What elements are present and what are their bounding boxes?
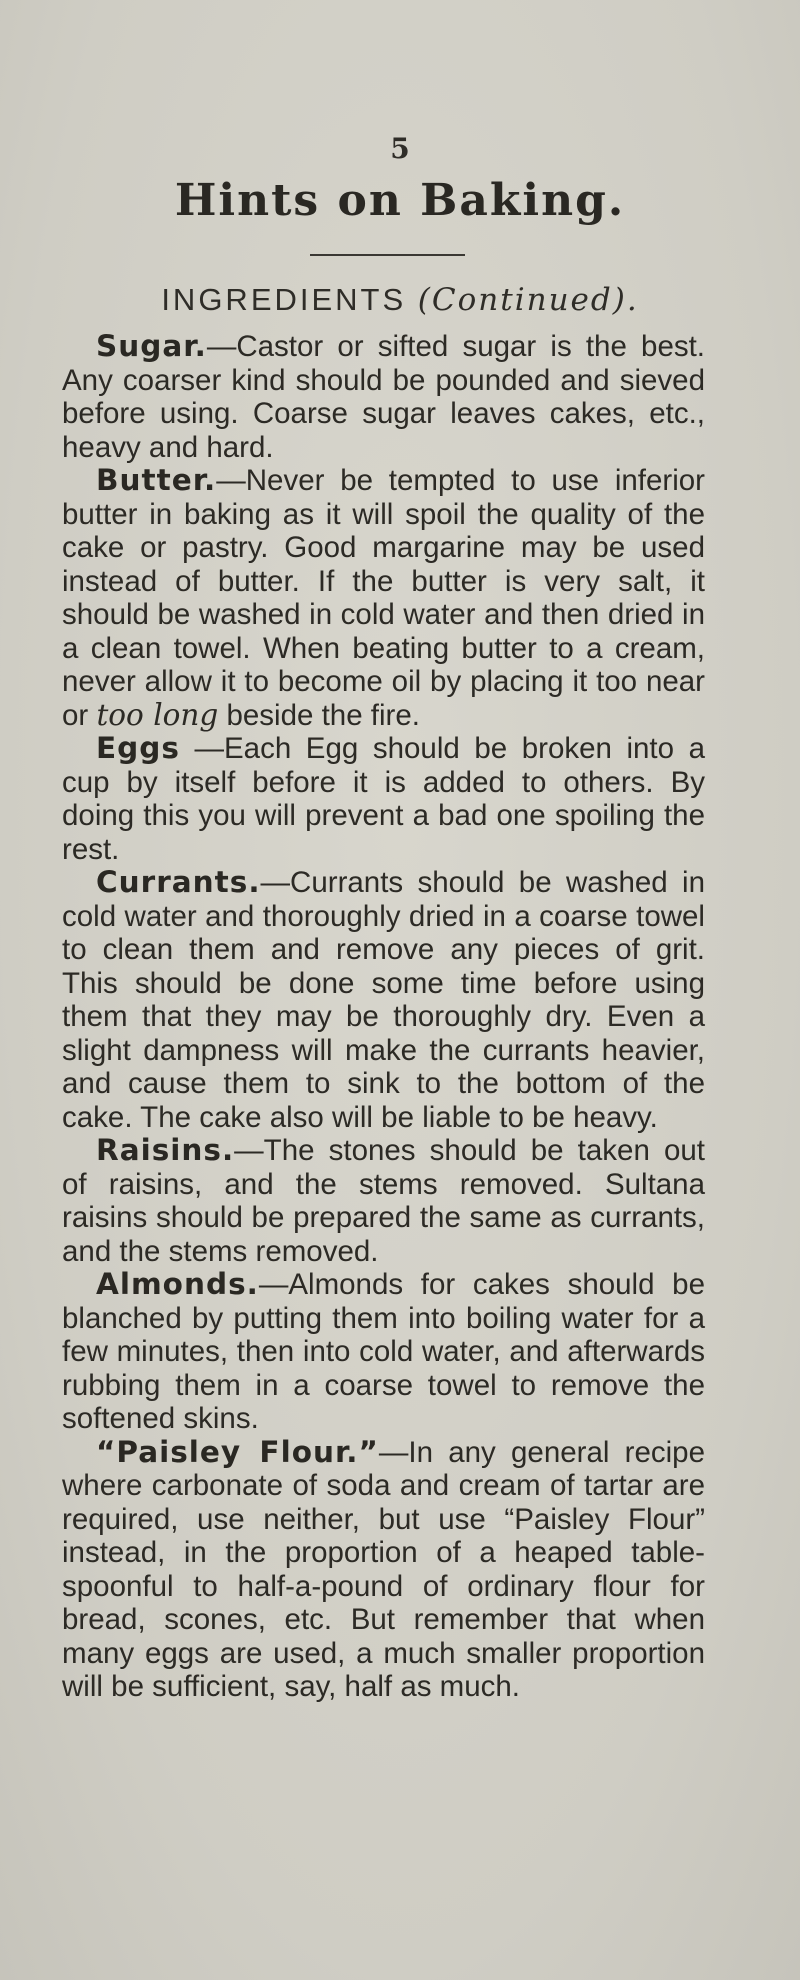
paragraph-raisins	[62, 1134, 705, 1268]
term-eggs: Eggs	[96, 731, 180, 765]
paragraph-text: —In any general recipe where carbonate of soda and cream of tartar are required, use neither, but use “Paisley Flour” instead, in the proportion of a heaped table-spoonful to half-a-pound of ordinary flour for bread, scones, etc. But remember that when many eggs are used, a much smaller proportion will be sufficient, say, half as much.	[62, 1435, 705, 1703]
emphasis-text: too long	[96, 697, 219, 732]
body-text	[62, 330, 705, 1704]
paragraph-text: —Currants should be washed in cold water and thoroughly dried in a coarse towel to clean them and remove any pieces of grit. This should be done some time before using them that they may be thoroughly dry. Even a slight dampness will make the currants heavier, and cause them to sink to the bottom of the cake. The cake also will be liable to be heavy.	[62, 866, 705, 1134]
term-butter: Butter.	[96, 463, 217, 497]
paragraph-butter	[62, 464, 705, 732]
section-heading	[0, 282, 800, 318]
paragraph-eggs	[62, 732, 705, 866]
paragraph-text: —Almonds for cakes should be blanched by putting them into boiling water for a few minutes, then into cold water, and afterwards rubbing them in a coarse towel to remove the softened skins.	[62, 1268, 705, 1435]
term-almonds: Almonds.	[96, 1267, 259, 1301]
paragraph-almonds	[62, 1268, 705, 1436]
paragraph-text: —Never be tempted to use inferior butter in baking as it will spoil the quality of the cake or pastry. Good margarine may be used instead of butter. If the butter is very salt, it should be washed in cold water and then dried in a clean towel. When beating butter to a cream, never allow it to become oil by placing it too near or	[62, 464, 705, 732]
paragraph-text: —Castor or sifted sugar is the best. Any coarser kind should be pounded and sieved before using. Coarse sugar leaves cakes, etc., heavy and hard.	[62, 330, 705, 464]
term-sugar: Sugar.	[96, 329, 207, 363]
section-heading-main: INGREDIENTS	[161, 282, 407, 317]
paragraph-text: —The stones should be taken out of raisins, and the stems removed. Sultana raisins should be prepared the same as currants, and the stems removed.	[62, 1134, 705, 1268]
term-paisley-flour: “Paisley Flour.”	[96, 1434, 379, 1469]
section-heading-sub: (Continued).	[417, 282, 639, 318]
term-raisins: Raisins.	[96, 1133, 235, 1167]
paragraph-text: beside the fire.	[218, 698, 420, 732]
paragraph-text: —Each Egg should be broken into a cup by itself before it is added to others. By doing this you will prevent a bad one spoiling the rest.	[62, 732, 705, 866]
paragraph-sugar	[62, 330, 705, 464]
title-rule	[310, 254, 465, 256]
page-number: 5	[390, 132, 410, 165]
page-title: Hints on Baking.	[174, 175, 626, 226]
paragraph-currants	[62, 866, 705, 1134]
paragraph-paisley-flour	[62, 1436, 705, 1704]
term-currants: Currants.	[96, 865, 261, 899]
